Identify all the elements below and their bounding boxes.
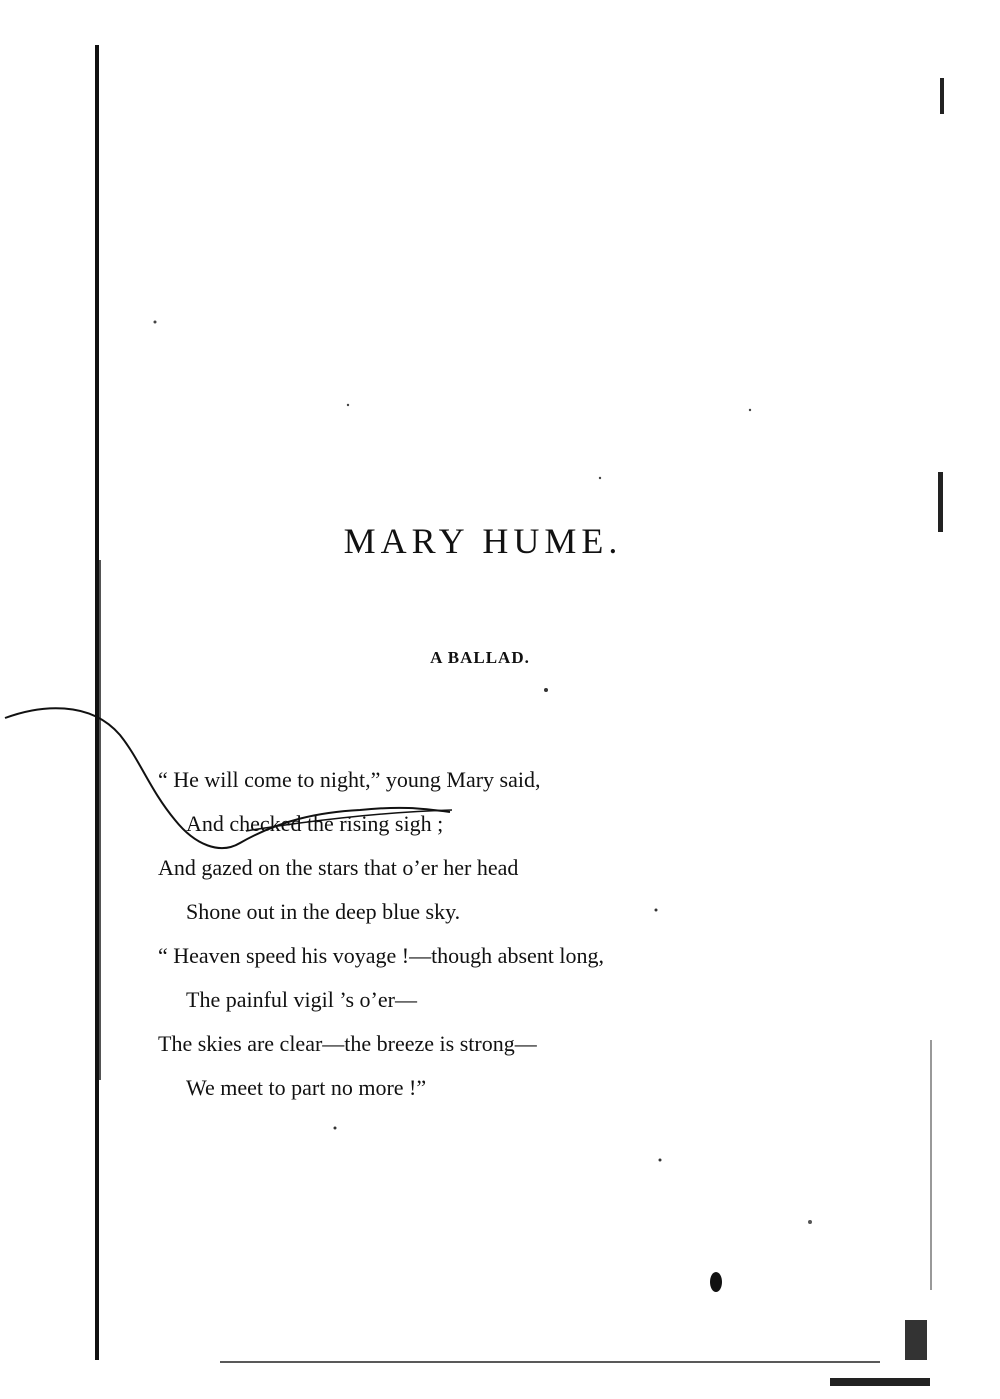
poem-line: And gazed on the stars that o’er her head [158, 855, 519, 880]
scan-speck [347, 404, 349, 406]
binding-edge-line [95, 45, 99, 1360]
scan-speck [749, 409, 751, 411]
ink-blot [710, 1272, 722, 1292]
poem-line: The painful vigil ’s o’er— [186, 987, 417, 1012]
page-subtitle: A BALLAD. [430, 648, 530, 667]
page-title: MARY HUME. [343, 521, 623, 561]
poem-line: Shone out in the deep blue sky. [186, 899, 461, 924]
poem-line: And checked the rising sigh ; [186, 811, 444, 836]
scan-speck [154, 321, 157, 324]
right-edge-line [930, 1040, 932, 1290]
scan-speck [599, 477, 601, 479]
scan-speck [544, 688, 548, 692]
poem-line: “ He will come to night,” young Mary said, [158, 767, 541, 792]
poem-stanza [158, 758, 798, 1110]
scan-speck [659, 1159, 662, 1162]
scan-speck [808, 1220, 812, 1224]
poem-line: We meet to part no more !” [186, 1075, 427, 1100]
binding-edge-shadow [99, 560, 101, 1080]
poem-line: The skies are clear—the breeze is strong— [158, 1031, 537, 1056]
scan-speck [905, 1320, 927, 1360]
scan-speck [830, 1378, 930, 1386]
poem-line: “ Heaven speed his voyage !—though absent long, [158, 943, 604, 968]
scan-speck [940, 78, 944, 114]
scan-speck [334, 1127, 337, 1130]
